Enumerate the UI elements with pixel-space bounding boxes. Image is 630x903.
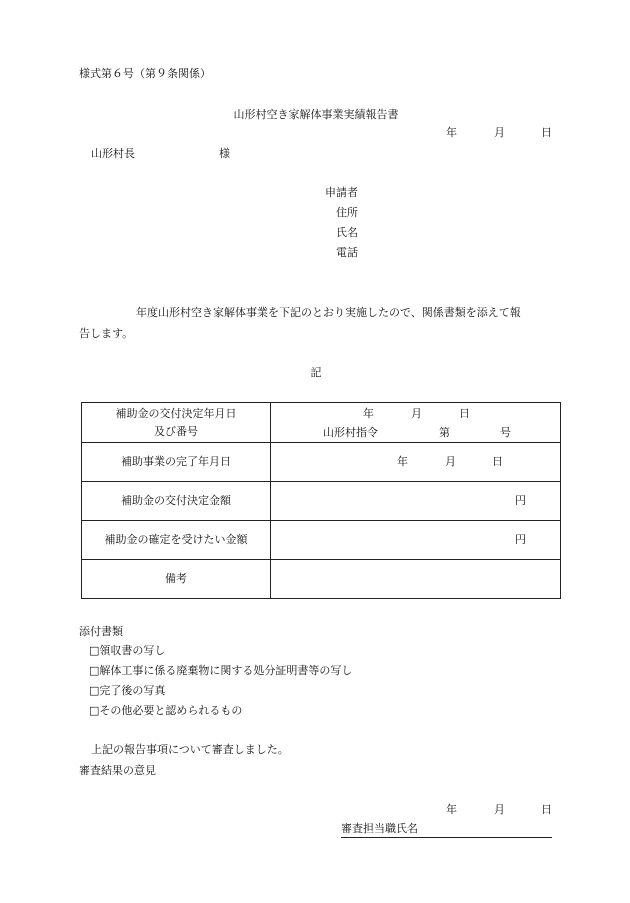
applicant-phone-label: 電話 xyxy=(336,246,358,259)
decision-month: 月 xyxy=(411,407,422,420)
decision-date-label-line1: 補助金の交付決定年月日 xyxy=(115,406,237,420)
list-item[interactable]: □その他必要と認められるもの xyxy=(89,704,243,717)
decision-date-label-line2: 及び番号 xyxy=(154,424,198,438)
decision-day: 日 xyxy=(459,407,470,420)
completion-year: 年 xyxy=(397,455,408,468)
ki-marker: 記 xyxy=(310,366,322,379)
review-statement: 上記の報告事項について審査しました。 xyxy=(91,743,289,756)
applicant-name-label: 氏名 xyxy=(336,226,358,239)
remarks-label: 備考 xyxy=(82,560,271,599)
requested-amount-yen: 円 xyxy=(515,533,526,546)
header-day: 日 xyxy=(541,126,552,139)
body-line-1: 年度山形村空き家解体事業を下記のとおり実施したので、関係書類を添えて報 xyxy=(136,306,521,319)
remarks-value-cell[interactable] xyxy=(271,560,561,599)
list-item[interactable]: □完了後の写真 xyxy=(89,684,166,697)
table-row xyxy=(82,403,561,443)
decision-amount-label: 補助金の交付決定金額 xyxy=(82,482,271,521)
review-opinion-label: 審査結果の意見 xyxy=(79,764,156,777)
village-order-label: 山形村指令 xyxy=(323,426,378,439)
completion-date-value-cell[interactable] xyxy=(271,443,561,482)
review-officer-label: 審査担当職氏名 xyxy=(341,822,418,835)
completion-day: 日 xyxy=(492,455,503,468)
header-year: 年 xyxy=(446,126,457,139)
form-number: 様式第６号（第９条関係） xyxy=(79,67,211,80)
table-row xyxy=(82,482,561,521)
decision-date-value-cell[interactable] xyxy=(271,403,561,443)
decision-amount-value-cell[interactable] xyxy=(271,482,561,521)
table-row xyxy=(82,560,561,599)
list-item[interactable]: □領収書の写し xyxy=(89,644,166,657)
completion-month: 月 xyxy=(445,455,456,468)
review-day: 日 xyxy=(541,803,552,816)
decision-date-label-cell xyxy=(82,403,271,443)
body-line-2: 告します。 xyxy=(79,327,134,340)
table-row xyxy=(82,521,561,560)
go-label: 号 xyxy=(500,426,511,439)
attachments-heading: 添付書類 xyxy=(79,625,123,638)
dai-label: 第 xyxy=(439,426,450,439)
report-table xyxy=(81,402,561,599)
review-year: 年 xyxy=(446,803,457,816)
applicant-label: 申請者 xyxy=(325,186,358,199)
addressee-suffix: 様 xyxy=(219,147,230,160)
requested-amount-label: 補助金の確定を受けたい金額 xyxy=(82,521,271,560)
document-title: 山形村空き家解体事業実績報告書 xyxy=(233,108,399,121)
applicant-address-label: 住所 xyxy=(336,206,358,219)
header-month: 月 xyxy=(494,126,505,139)
decision-year: 年 xyxy=(363,407,374,420)
list-item[interactable]: □解体工事に係る廃棄物に関する処分証明書等の写し xyxy=(89,664,353,677)
table-row xyxy=(82,443,561,482)
addressee-name: 山形村長 xyxy=(91,147,135,160)
decision-amount-yen: 円 xyxy=(515,494,526,507)
signature-line[interactable] xyxy=(341,837,552,838)
requested-amount-value-cell[interactable] xyxy=(271,521,561,560)
completion-date-label: 補助事業の完了年月日 xyxy=(82,443,271,482)
review-month: 月 xyxy=(494,803,505,816)
